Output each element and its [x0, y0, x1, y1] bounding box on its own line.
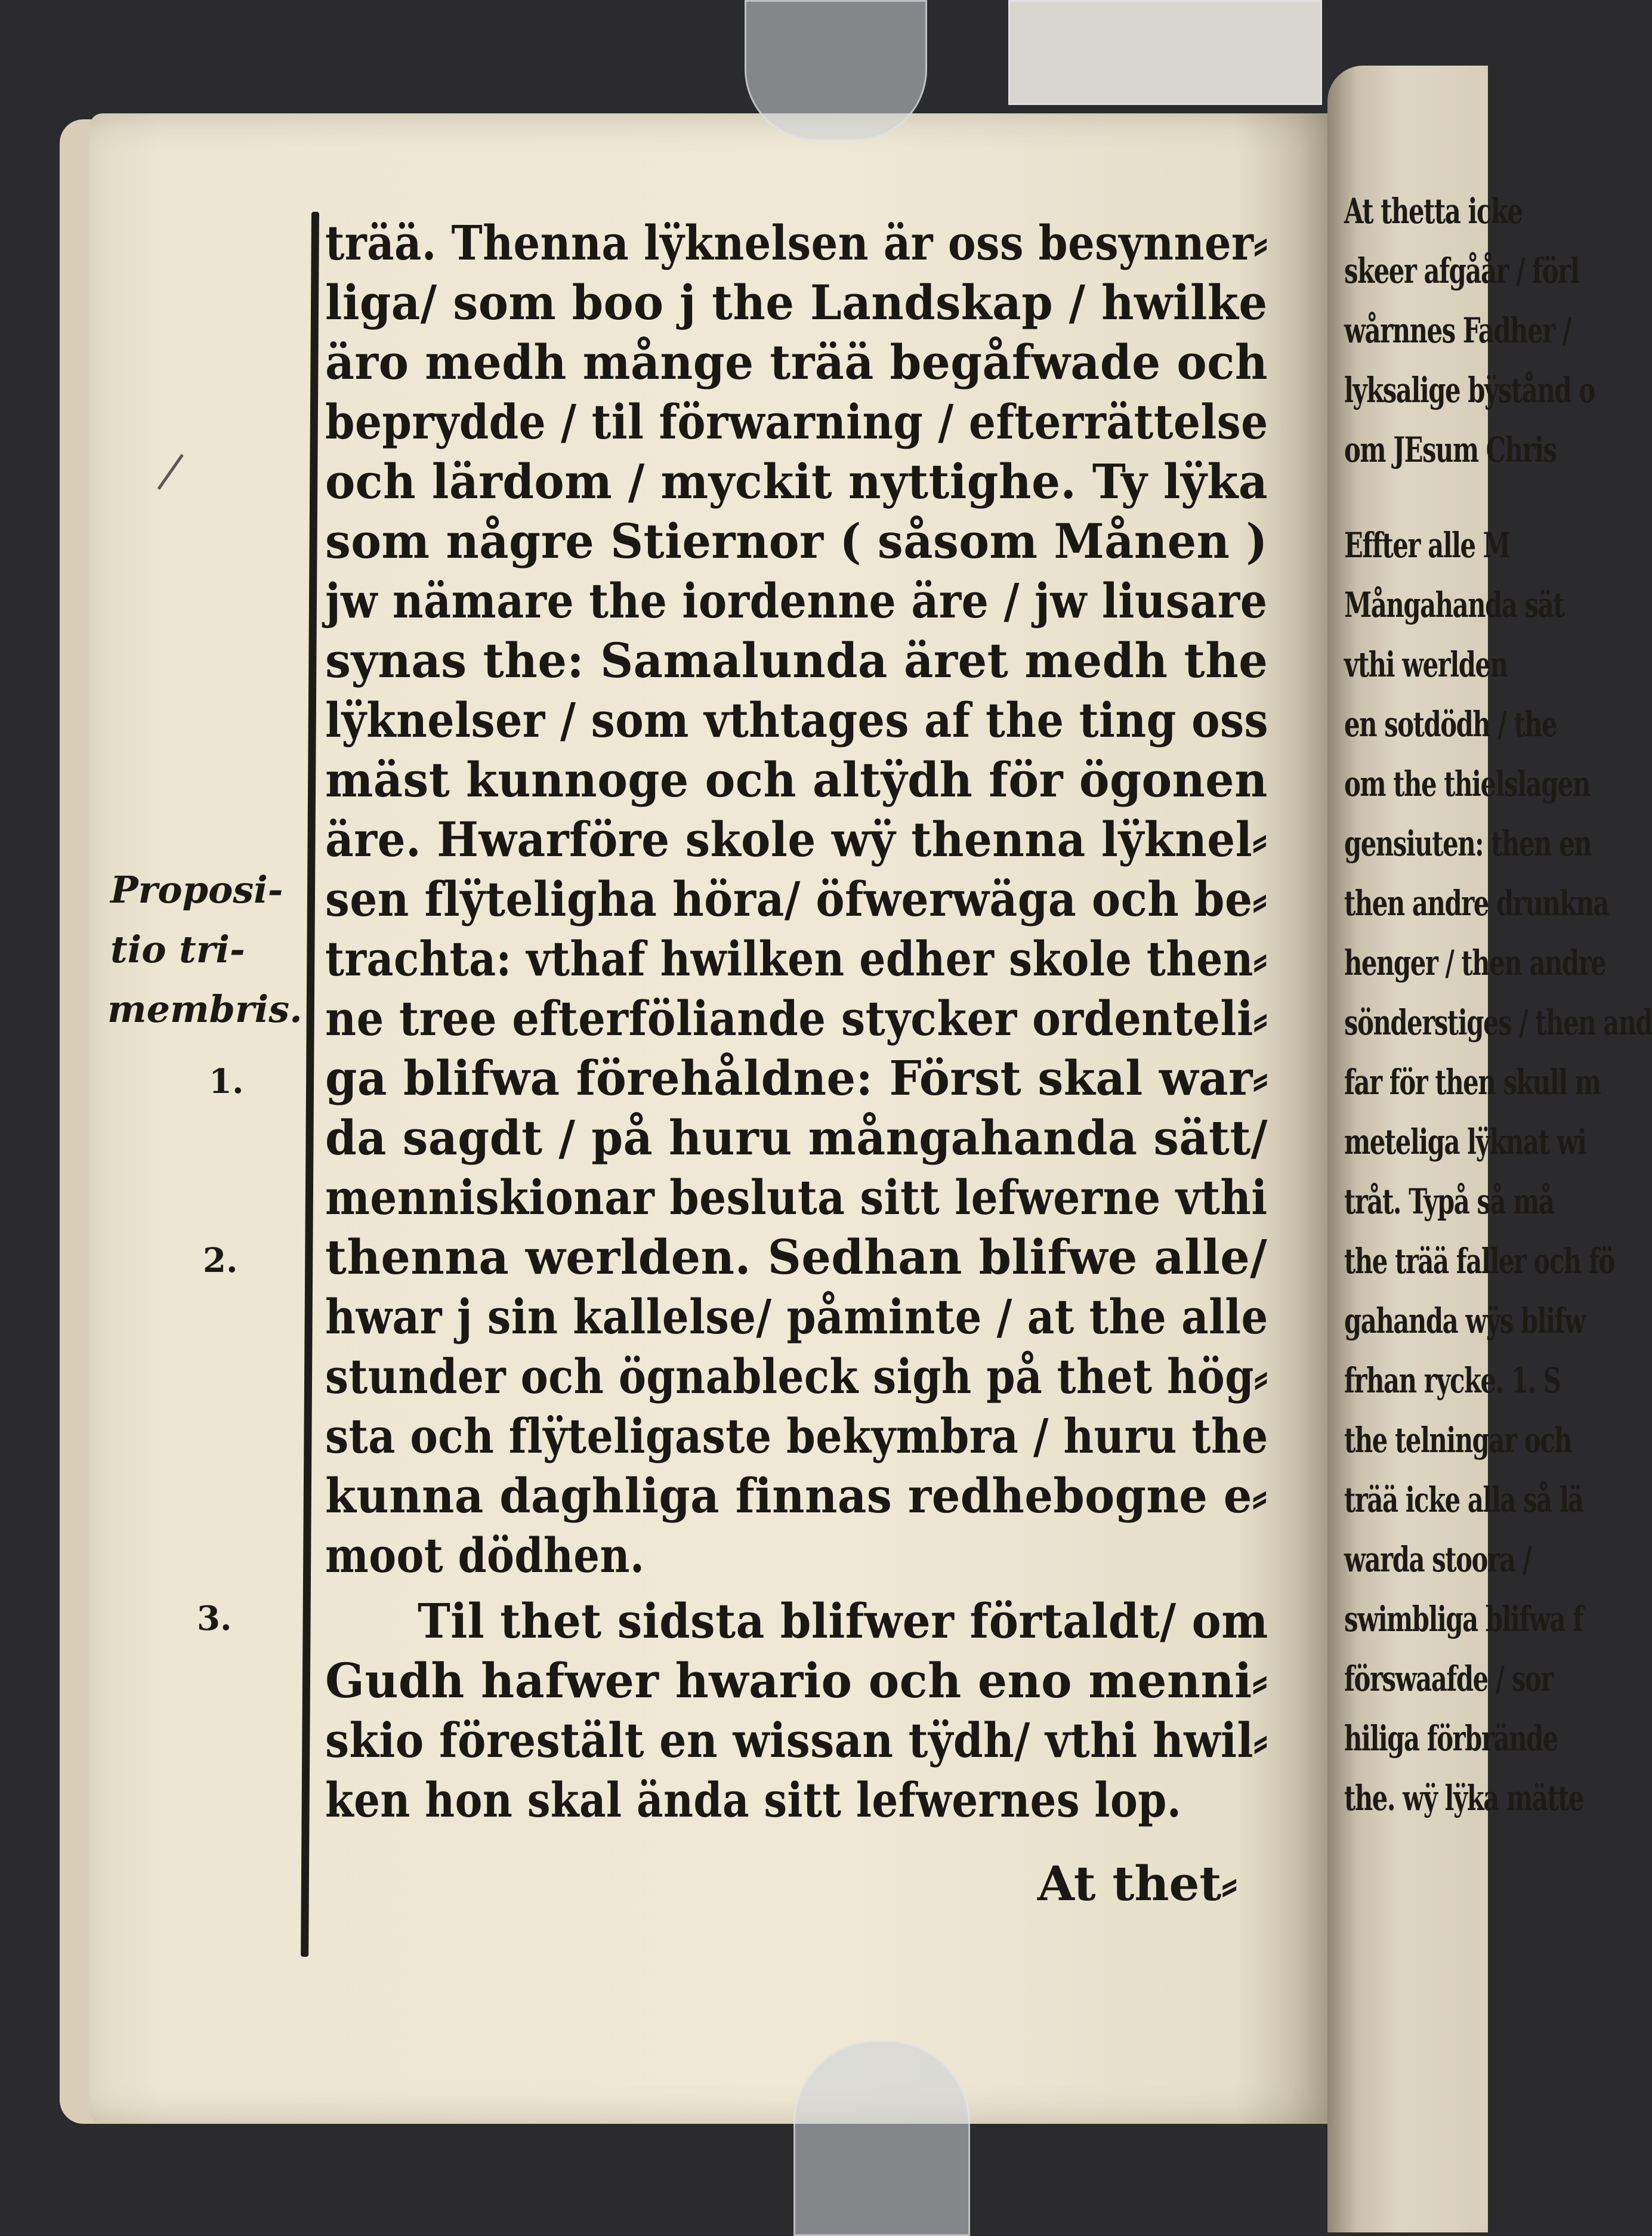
right-page-text-line: hiliga förbrände: [1344, 1718, 1558, 1759]
right-page-text-line: skeer afgåår / förl: [1344, 251, 1579, 291]
text-line: och lärdom / myckit nyttighe. Ty lÿka: [325, 453, 1268, 509]
scanner-clip-bottom: [793, 2040, 970, 2236]
right-page-text-line: henger / then andre: [1344, 943, 1606, 983]
right-page-text-line: vthi werlden: [1344, 644, 1508, 685]
right-page-text-line: the trää faller och fö: [1344, 1241, 1614, 1281]
margin-number: 2.: [203, 1241, 238, 1280]
right-page-text-line: om JEsum Chris: [1344, 430, 1557, 470]
text-line: äro medh månge trää begåfwade och: [325, 334, 1268, 390]
right-page-text-line: gensiuten: then en: [1344, 823, 1592, 864]
text-line: kunna daghliga finnas redhebogne e⸗: [325, 1468, 1268, 1524]
text-line: lÿknelser / som vthtages af the ting oss: [325, 692, 1269, 748]
catchword: At thet⸗: [1037, 1855, 1237, 1911]
text-line: sen flÿteligha höra/ öfwerwäga och be⸗: [325, 871, 1268, 927]
text-line: moot dödhen.: [325, 1527, 645, 1583]
margin-number: 3.: [197, 1599, 232, 1638]
text-line: menniskionar besluta sitt lefwerne vthi: [325, 1169, 1268, 1225]
right-page-text-line: tråt. Typå så må: [1344, 1181, 1554, 1222]
text-line: ken hon skal ända sitt lefwernes lop.: [325, 1772, 1182, 1828]
right-page-text-line: wårnnes Fadher /: [1344, 310, 1571, 351]
right-page-text-line: gahanda wÿs blifw: [1344, 1301, 1585, 1341]
text-line: jw nämare the iordenne äre / jw liusare: [325, 573, 1268, 629]
margin-note-line: tio tri-: [110, 928, 245, 971]
right-page-text-line: At thetta icke: [1344, 191, 1523, 231]
scanner-clip-right: [1008, 0, 1322, 105]
text-line: thenna werlden. Sedhan blifwe alle/: [325, 1229, 1268, 1285]
right-page-text-line: en sotdödh / the: [1344, 704, 1557, 745]
margin-number: 1.: [209, 1062, 244, 1101]
right-page-text-line: Mångahanda sät: [1344, 585, 1564, 625]
text-line: sta och flÿteligaste bekymbra / huru the: [325, 1408, 1268, 1464]
right-page-text-line: om the thielslagen: [1344, 764, 1590, 804]
text-line: trachta: vthaf hwilken edher skole then⸗: [325, 931, 1268, 987]
text-line: stunder och ögnableck sigh på thet hög⸗: [325, 1348, 1268, 1404]
book-page-right: [1327, 66, 1652, 2232]
right-page-text-line: Effter alle M: [1344, 525, 1510, 566]
right-page-text-line: the. wÿ lÿka mätte: [1344, 1778, 1584, 1818]
right-page-text-line: then andre drunkna: [1344, 883, 1609, 924]
text-line: mäst kunnoge och altÿdh för ögonen: [325, 752, 1268, 808]
right-page-text-line: förswaafde / sor: [1344, 1659, 1553, 1699]
text-line: trää. Thenna lÿknelsen är oss besynner⸗: [325, 215, 1268, 271]
text-line: äre. Hwarföre skole wÿ thenna lÿknel⸗: [325, 811, 1268, 867]
text-line: ne tree efterföliande stycker ordenteli⸗: [325, 990, 1268, 1046]
right-page-text-line: the telningar och: [1344, 1420, 1572, 1460]
text-line: beprydde / til förwarning / efterrättelse: [325, 394, 1268, 450]
text-line: ga blifwa förehåldne: Först skal war⸗: [325, 1050, 1268, 1106]
text-line: da sagdt / på huru mångahanda sätt/: [325, 1110, 1268, 1166]
text-line: Til thet sidsta blifwer förtaldt/ om: [418, 1593, 1268, 1649]
right-page-text-line: far för then skull m: [1344, 1062, 1601, 1102]
right-page-text-line: meteliga lÿknat wi: [1344, 1122, 1586, 1162]
margin-note-line: Proposi-: [110, 868, 283, 912]
right-page-text-line: lyksalige bÿstånd o: [1344, 370, 1595, 410]
margin-note-line: membris.: [107, 987, 302, 1031]
right-page-text-line: warda stoora /: [1344, 1539, 1531, 1580]
text-line: liga/ som boo j the Landskap / hwilke: [325, 274, 1268, 331]
text-line: hwar j sin kallelse/ påminte / at the alle: [325, 1289, 1268, 1345]
right-page-text-line: swimbliga blifwa f: [1344, 1599, 1583, 1639]
right-page-text-line: frhan rycke. 1. S: [1344, 1360, 1561, 1401]
text-line: Gudh hafwer hwario och eno menni⸗: [325, 1653, 1268, 1709]
right-page-text-line: sönderstiges / then and: [1344, 1002, 1652, 1043]
text-line: synas the: Samalunda äret medh the: [325, 632, 1268, 688]
text-line: skio förestält en wissan tÿdh/ vthi hwil⸗: [325, 1712, 1268, 1768]
right-page-text-line: trää icke alla så lä: [1344, 1480, 1583, 1520]
text-line: som någre Stiernor ( såsom Månen ): [325, 513, 1268, 569]
scanner-clip-top: [745, 0, 927, 141]
